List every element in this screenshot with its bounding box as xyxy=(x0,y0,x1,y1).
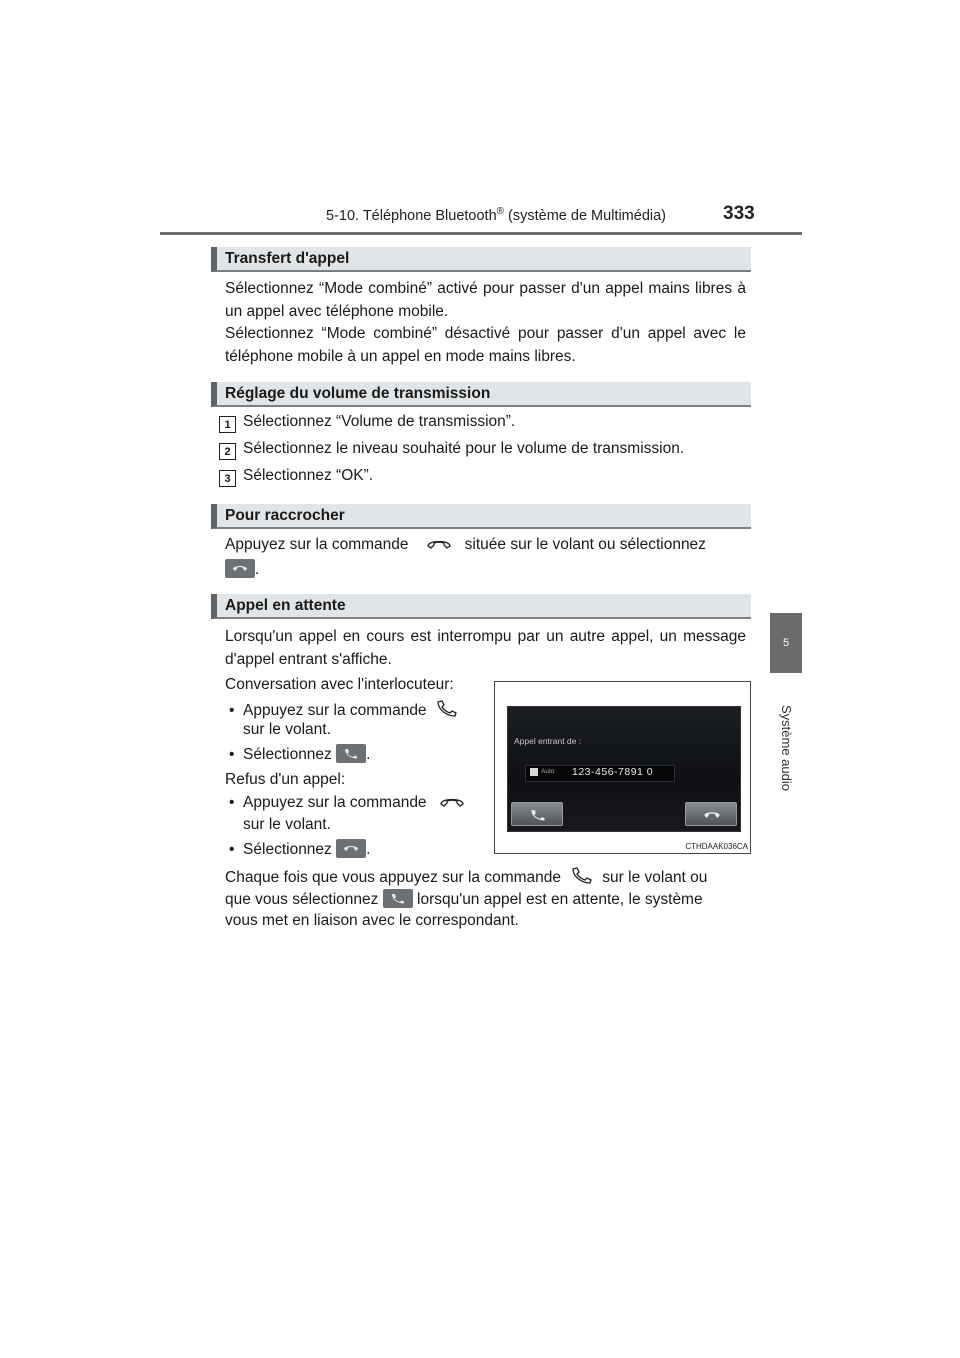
display-screen xyxy=(507,706,741,832)
step-text: Sélectionnez “OK”. xyxy=(243,467,374,484)
phone-hangup-icon xyxy=(703,809,721,821)
attente-paragraph-1: Lorsqu'un appel en cours est interrompu par un autre appel, un message d'appel entrant s'affiche. xyxy=(225,628,746,668)
reject-button[interactable] xyxy=(685,802,737,826)
final-line-1: Chaque fois que vous appuyez sur la commande sur le volant ou xyxy=(225,866,707,889)
section-heading-attente: Appel en attente xyxy=(211,594,751,619)
refus-label: Refus d'un appel: xyxy=(225,771,346,788)
bullet-item: • Appuyez sur la commande xyxy=(229,794,465,814)
incoming-call-screenshot xyxy=(494,681,751,854)
auto-label: Auto xyxy=(541,768,555,775)
bullet-continuation: sur le volant. xyxy=(243,721,331,738)
caller-row xyxy=(525,765,675,782)
bullet-item: • Sélectionnez . xyxy=(229,841,371,858)
bullet-item: • Appuyez sur la commande xyxy=(229,699,459,722)
step-text: Sélectionnez “Volume de transmission”. xyxy=(243,413,516,430)
phone-pickup-icon xyxy=(570,866,594,889)
bullet-continuation: sur le volant. xyxy=(243,816,331,833)
phone-hangup-button-icon xyxy=(336,839,366,858)
phone-pickup-icon xyxy=(529,809,547,821)
final-line-3: vous met en liaison avec le correspondant. xyxy=(225,912,519,929)
phone-hangup-icon xyxy=(439,795,465,814)
answer-button[interactable] xyxy=(511,802,563,826)
section-heading-raccrocher: Pour raccrocher xyxy=(211,504,751,529)
phone-hangup-icon xyxy=(426,536,452,559)
step-number: 2 xyxy=(219,443,236,460)
chapter-title: 5-10. Téléphone Bluetooth® (système de Multimédia) xyxy=(326,206,666,224)
bullet-item: • Sélectionnez . xyxy=(229,746,371,763)
phone-pickup-button-icon xyxy=(383,889,413,908)
final-line-2: que vous sélectionnez lorsqu'un appel est en attente, le système xyxy=(225,891,703,908)
header-divider xyxy=(160,232,802,235)
auto-checkbox[interactable] xyxy=(530,768,538,776)
figure-caption: CTHDAAK036CA xyxy=(685,842,748,851)
raccrocher-paragraph: Appuyez sur la commande située sur le volant ou sélectionnez xyxy=(225,534,746,559)
step-text: Sélectionnez le niveau souhaité pour le volume de transmission. xyxy=(243,440,685,457)
phone-hangup-button-icon xyxy=(225,559,255,578)
transfert-paragraph-2: Sélectionnez “Mode combiné” désactivé pour passer d'un appel avec le téléphone mobile à un appel en mode mains libres. xyxy=(225,325,746,365)
phone-pickup-icon xyxy=(435,699,459,722)
phone-pickup-button-icon xyxy=(336,744,366,763)
page-number: 333 xyxy=(723,203,755,224)
conversation-label: Conversation avec l'interlocuteur: xyxy=(225,676,454,693)
step-number: 1 xyxy=(219,416,236,433)
transfert-paragraph-1: Sélectionnez “Mode combiné” activé pour passer d'un appel mains libres à un appel avec téléphone mobile. xyxy=(225,280,746,320)
step-number: 3 xyxy=(219,470,236,487)
chapter-tab-label: Système audio xyxy=(779,705,794,791)
screen-title: Appel entrant de : xyxy=(514,736,582,746)
chapter-tab[interactable]: 5 xyxy=(770,613,802,673)
section-heading-transfert: Transfert d'appel xyxy=(211,247,751,272)
section-heading-volume: Réglage du volume de transmission xyxy=(211,382,751,407)
caller-number: 123-456-7891 0 xyxy=(572,766,654,778)
raccrocher-line-2: . xyxy=(225,559,259,579)
